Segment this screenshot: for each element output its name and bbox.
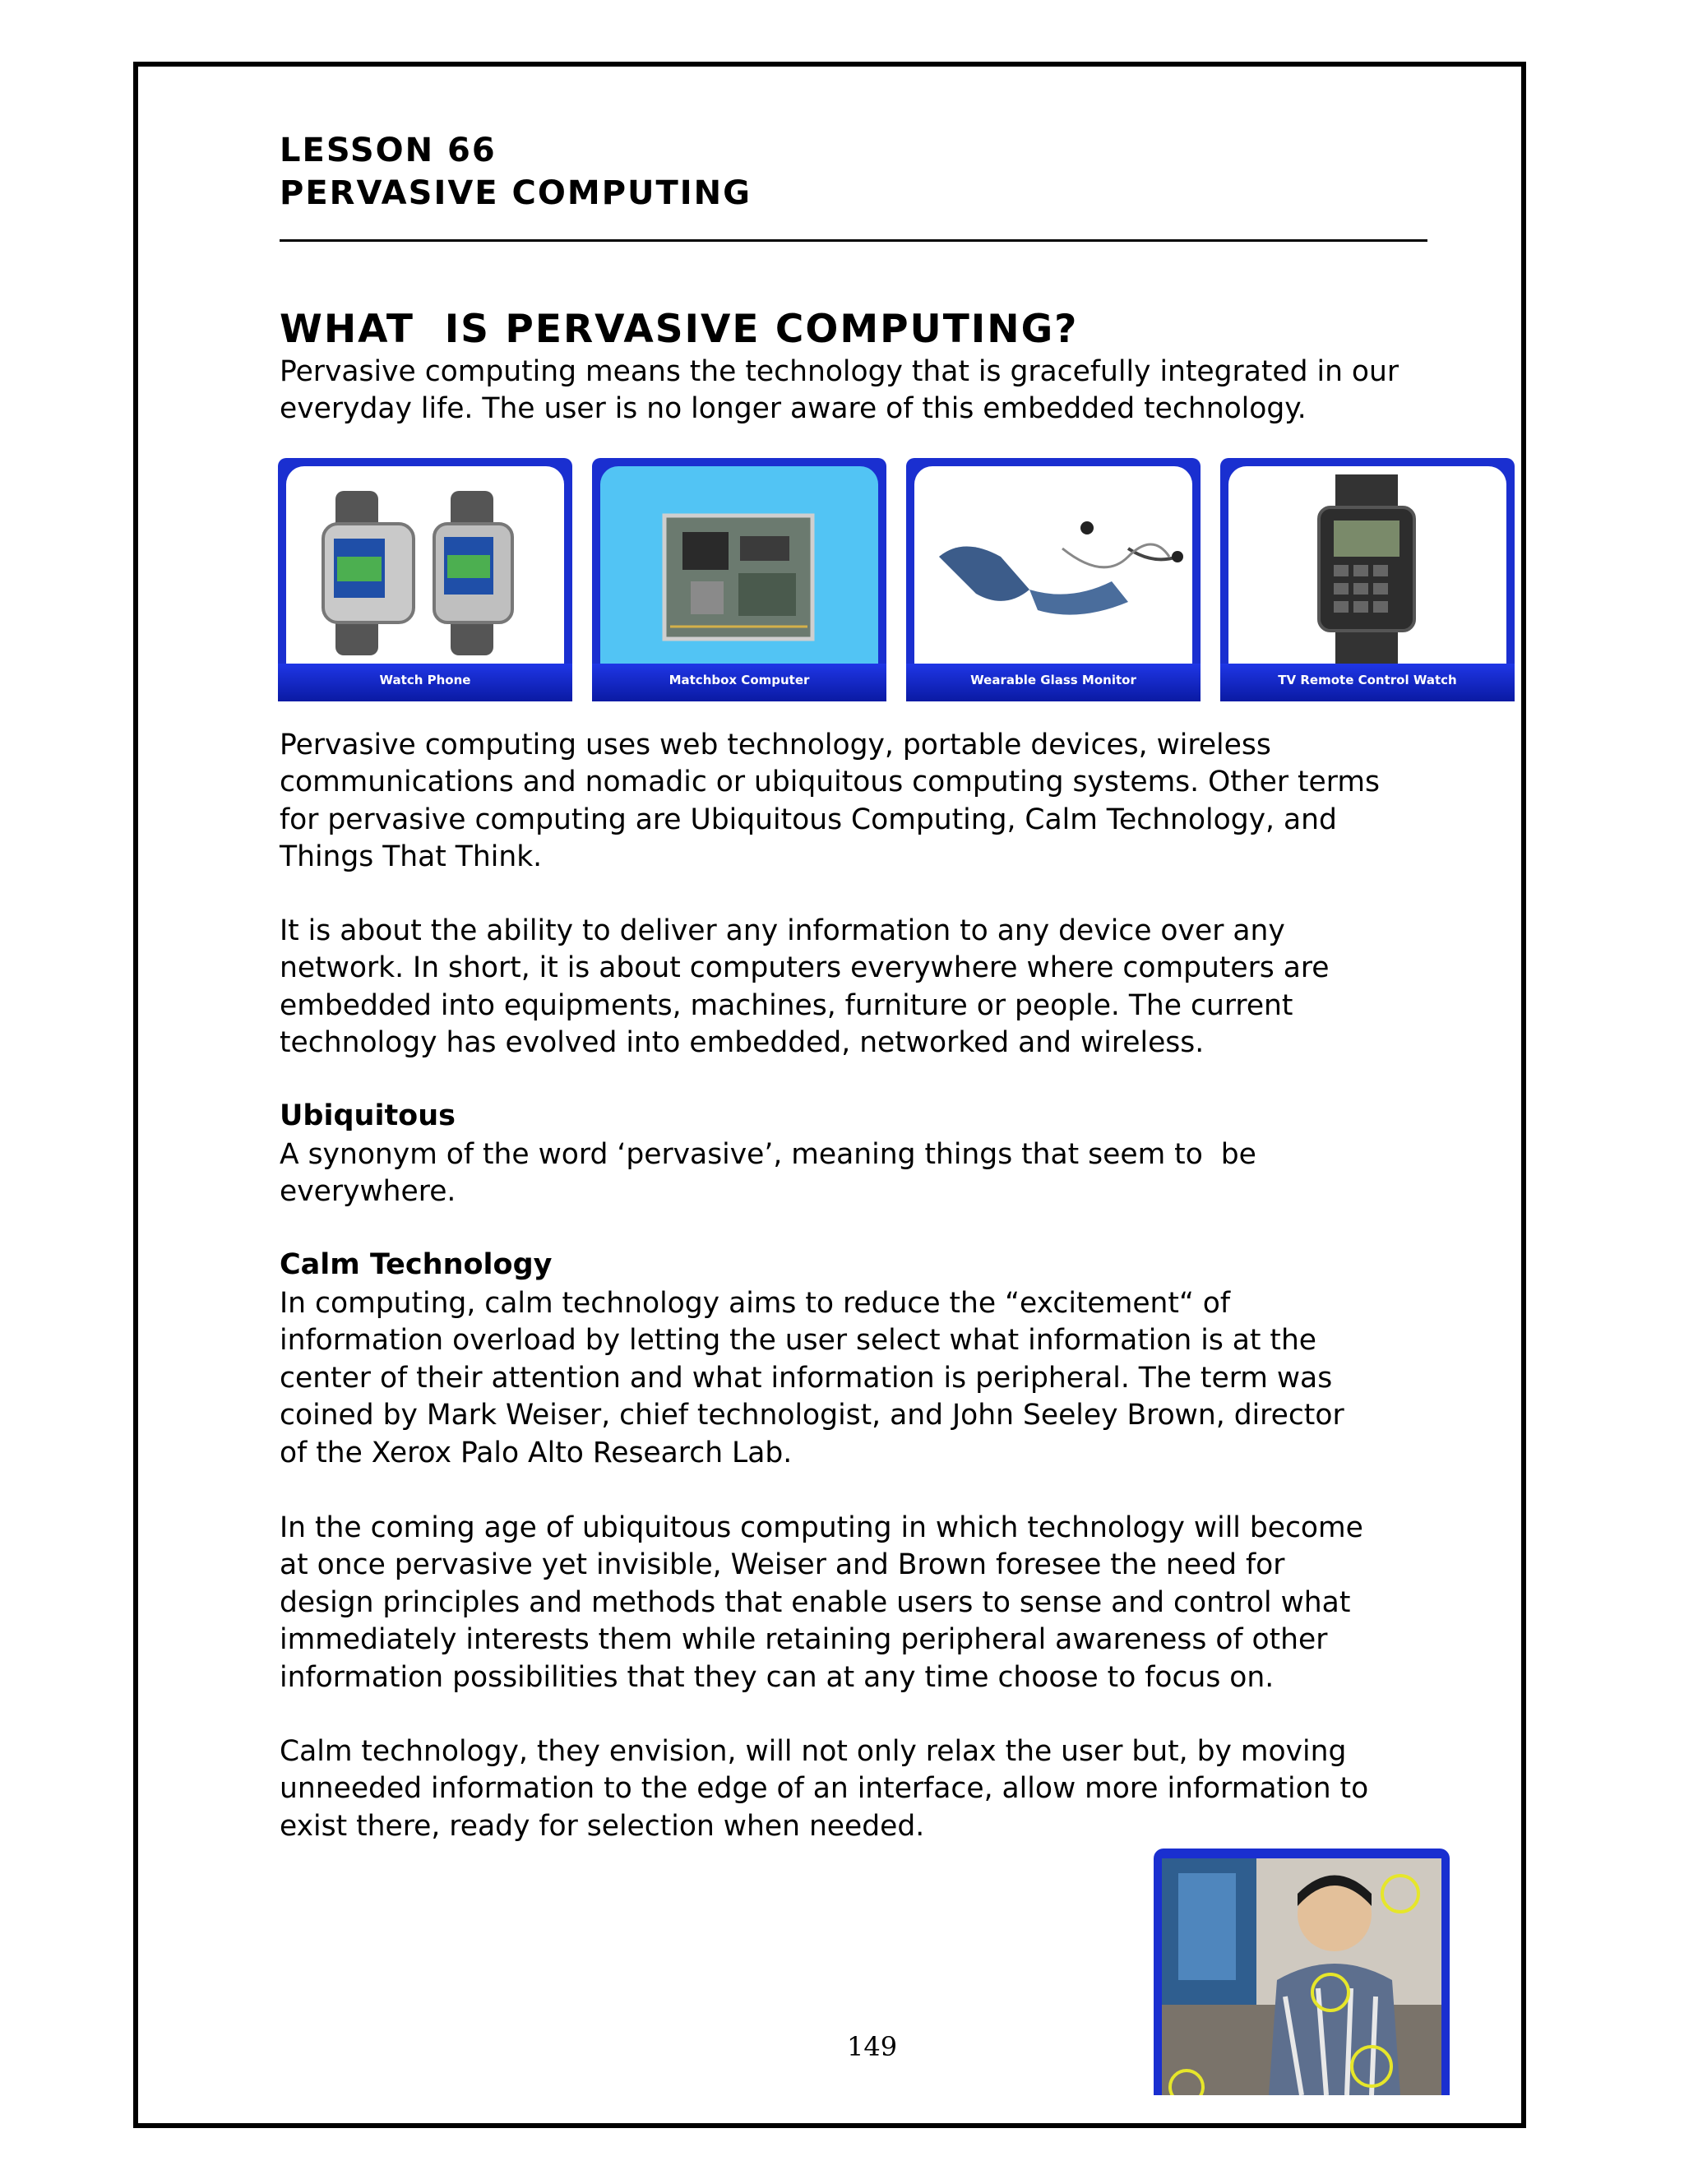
text-line: Things That Think. xyxy=(280,840,543,874)
uses-paragraph xyxy=(280,727,1488,877)
section-heading: WHAT IS PERVASIVE COMPUTING? xyxy=(280,307,1079,352)
gallery-card-matchbox-computer xyxy=(592,458,886,701)
gallery-card-tv-remote-watch xyxy=(1220,458,1515,701)
gallery-caption: TV Remote Control Watch xyxy=(1220,664,1515,701)
gallery-caption: Watch Phone xyxy=(278,664,572,701)
text-line: communications and nomadic or ubiquitous computing systems. Other terms xyxy=(280,766,1380,799)
calm-technology-definition xyxy=(280,1285,1488,1472)
text-line: design principles and methods that enable users to sense and control what xyxy=(280,1585,1351,1619)
text-line: for pervasive computing are Ubiquitous Computing, Calm Technology, and xyxy=(280,803,1337,836)
lesson-number: LESSON 66 xyxy=(280,132,497,169)
about-paragraph xyxy=(280,913,1488,1062)
wearable-user-photo xyxy=(1154,1849,1450,2095)
term-ubiquitous: Ubiquitous xyxy=(280,1099,456,1132)
text-line: information possibilities that they can at any time choose to focus on. xyxy=(280,1660,1275,1694)
text-line: unneeded information to the edge of an interface, allow more information to xyxy=(280,1772,1369,1806)
gallery-card-wearable-glass-monitor xyxy=(906,458,1201,701)
text-line: everywhere. xyxy=(280,1175,456,1209)
text-line: information overload by letting the user select what information is at the xyxy=(280,1324,1317,1358)
lesson-title: PERVASIVE COMPUTING xyxy=(280,174,752,212)
gallery-caption: Matchbox Computer xyxy=(592,664,886,701)
text-line: coined by Mark Weiser, chief technologist, and John Seeley Brown, director xyxy=(280,1399,1344,1432)
page-number: 149 xyxy=(847,2031,898,2062)
text-line: Pervasive computing means the technology that is gracefully integrated in our xyxy=(280,355,1399,388)
text-line: Pervasive computing uses web technology, portable devices, wireless xyxy=(280,729,1271,761)
term-calm-technology: Calm Technology xyxy=(280,1248,553,1281)
text-line: network. In short, it is about computers everywhere where computers are xyxy=(280,951,1330,985)
text-line: In the coming age of ubiquitous computing in which technology will become xyxy=(280,1511,1363,1544)
text-line: exist there, ready for selection when needed. xyxy=(280,1809,925,1843)
text-line: In computing, calm technology aims to reduce the “excitement“ of xyxy=(280,1287,1231,1320)
text-line: embedded into equipments, machines, furniture or people. The current xyxy=(280,988,1293,1022)
ubiquitous-definition xyxy=(280,1136,1488,1211)
text-line: A synonym of the word ‘pervasive’, meaning things that seem to be xyxy=(280,1138,1256,1171)
gallery-caption: Wearable Glass Monitor xyxy=(906,664,1201,701)
device-gallery xyxy=(278,458,1503,701)
text-line: of the Xerox Palo Alto Research Lab. xyxy=(280,1436,793,1469)
intro-paragraph xyxy=(280,354,1488,428)
envision-paragraph xyxy=(280,1733,1488,1845)
text-line: immediately interests them while retaining peripheral awareness of other xyxy=(280,1623,1328,1657)
person-photo-icon xyxy=(1154,1849,1450,2095)
text-line: everyday life. The user is no longer aware of this embedded technology. xyxy=(280,392,1307,426)
header-rule xyxy=(280,239,1427,242)
text-line: center of their attention and what information is peripheral. The term was xyxy=(280,1361,1333,1395)
text-line: technology has evolved into embedded, networked and wireless. xyxy=(280,1026,1205,1060)
gallery-card-watch-phone xyxy=(278,458,572,701)
text-line: at once pervasive yet invisible, Weiser and Brown foresee the need for xyxy=(280,1548,1285,1582)
text-line: It is about the ability to deliver any information to any device over any xyxy=(280,914,1285,947)
text-line: Calm technology, they envision, will not only relax the user but, by moving xyxy=(280,1735,1347,1768)
coming-age-paragraph xyxy=(280,1510,1488,1696)
